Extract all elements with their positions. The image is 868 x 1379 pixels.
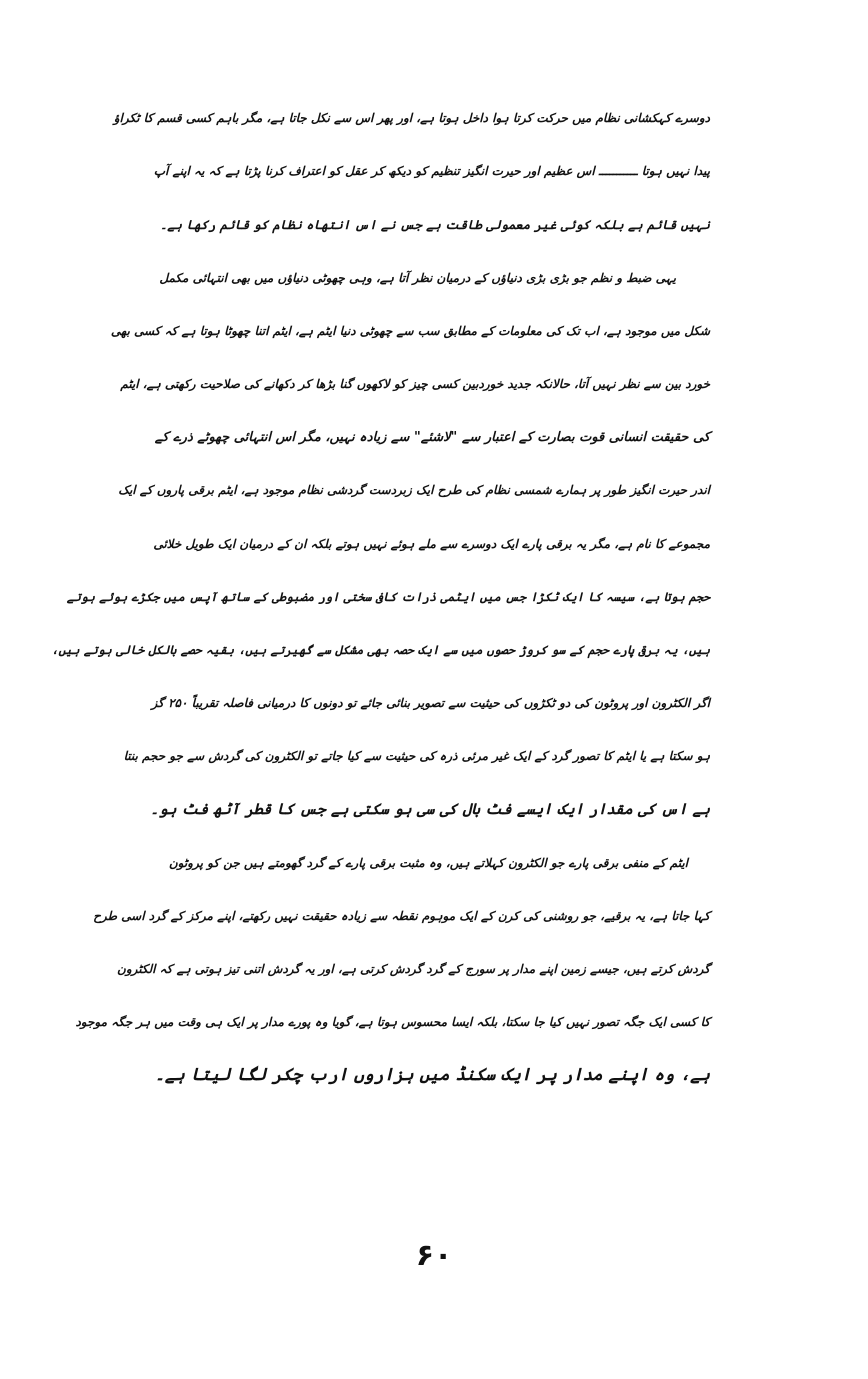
text-line: ہیں، یہ برقی پارے حجم کے سو کروڑ حصوں میں سے ایک حصہ بھی مشکل سے گھیرتے ہیں، بقیہ حصے بالکل خالی ہوتے ہیں،: [51, 642, 710, 657]
text-line: اندر حیرت انگیز طور پر ہمارے شمسی نظام کی طرح ایک زبردست گردشی نظام موجود ہے، ایٹم برقی پاروں کے ایک: [118, 483, 710, 498]
text-line: پیدا نہیں ہوتا ـــــــــــ اس عظیم اور حیرت انگیز تنظیم کو دیکھ کر عقل کو اعتراف کرنا پڑتا ہے کہ یہ اپنے آپ: [153, 164, 710, 179]
text-line: خورد بین سے نظر نہیں آتا، حالانکہ جدید خوردبین کسی چیز کو لاکھوں گنا بڑھا کر دکھانے کی صلاحیت رکھتی ہے، ایٹم: [120, 376, 710, 391]
text-line: ہو سکتا ہے یا ایٹم کا تصور گرد کے ایک غیر مرئی ذرہ کی حیثیت سے کیا جاتے تو الکٹرون کی گردش سے جو حجم بنتا: [123, 749, 710, 764]
text-line: یہی ضبط و نظم جو بڑی بڑی دنیاؤں کے درمیان نظر آتا ہے، وہی چھوٹی دنیاؤں میں بھی انتہائی مکمل: [159, 270, 676, 285]
text-line: ایٹم کے منفی برقی پارے جو الکٹرون کہلاتے ہیں، وہ مثبت برقی پارے کے گرد گھومتے ہیں جن کو پروٹون: [168, 855, 688, 870]
text-line: ہے اس کی مقدار ایک ایسے فٹ بال کی سی ہو سکتی ہے جس کا قطر آٹھ فٹ ہو۔: [150, 800, 710, 819]
text-line: شکل میں موجود ہے، اب تک کی معلومات کے مطابق سب سے چھوٹی دنیا ایٹم ہے، ایٹم اتنا چھوٹا ہوتا ہے کہ کسی بھی: [110, 323, 710, 338]
text-line: نہیں قائم ہے بلکہ کوئی غیر معمولی طاقت ہے جس نے اس انتھاہ نظام کو قائم رکھا ہے۔: [159, 217, 710, 233]
text-line: مجموعے کا نام ہے، مگر یہ برقی پارے ایک دوسرے سے ملے ہوئے نہیں ہوتے بلکہ ان کے درمیان ایک طویل خلائی: [153, 536, 710, 551]
text-line: کا کسی ایک جگہ تصور نہیں کیا جا سکتا، بلکہ ایسا محسوس ہوتا ہے، گویا وہ پورے مدار پر ایک ہی وقت میں ہر جگہ موجود: [75, 1015, 710, 1030]
text-line: حجم ہوتا ہے، سیسہ کا ایک ٹکڑا جس میں ایٹمی ذرات کافی سختی اور مضبوطی کے ساتھ آپس میں جکڑے ہوئے ہوتے: [66, 589, 710, 604]
text-line: کہا جاتا ہے، یہ برقیے، جو روشنی کی کرن کے ایک موہوم نقطہ سے زیادہ حقیقت نہیں رکھتے، اپنے مرکز کے گرد اسی طرح: [93, 908, 710, 923]
page-number: ۶۰: [415, 1238, 453, 1273]
text-line: ہے، وہ اپنے مدار پر ایک سکنڈ میں ہزاروں ارب چکر لگا لیتا ہے۔: [154, 1065, 710, 1086]
text-line: اگر الکٹرون اور پروٹون کی دو ٹکڑوں کی حیثیت سے تصویر بنائی جائے تو دونوں کا درمیانی فاصلہ تقریباً ۲۵۰ گز: [151, 696, 710, 711]
text-line: کی حقیقت انسانی قوت بصارت کے اعتبار سے "لاشئے" سے زیادہ نہیں، مگر اس انتہائی چھوٹے ذرے کے: [154, 430, 710, 446]
body-text: [51, 92, 710, 1103]
text-line: دوسرے کہکشانی نظام میں حرکت کرتا ہوا داخل ہوتا ہے، اور پھر اس سے نکل جاتا ہے، مگر باہم کسی قسم کا ٹکراؤ: [113, 111, 710, 125]
text-line: گردش کرتے ہیں، جیسے زمین اپنے مدار پر سورج کے گرد گردش کرتی ہے، اور یہ گردش اتنی تیز ہوتی ہے کہ الکٹرون: [117, 962, 710, 976]
